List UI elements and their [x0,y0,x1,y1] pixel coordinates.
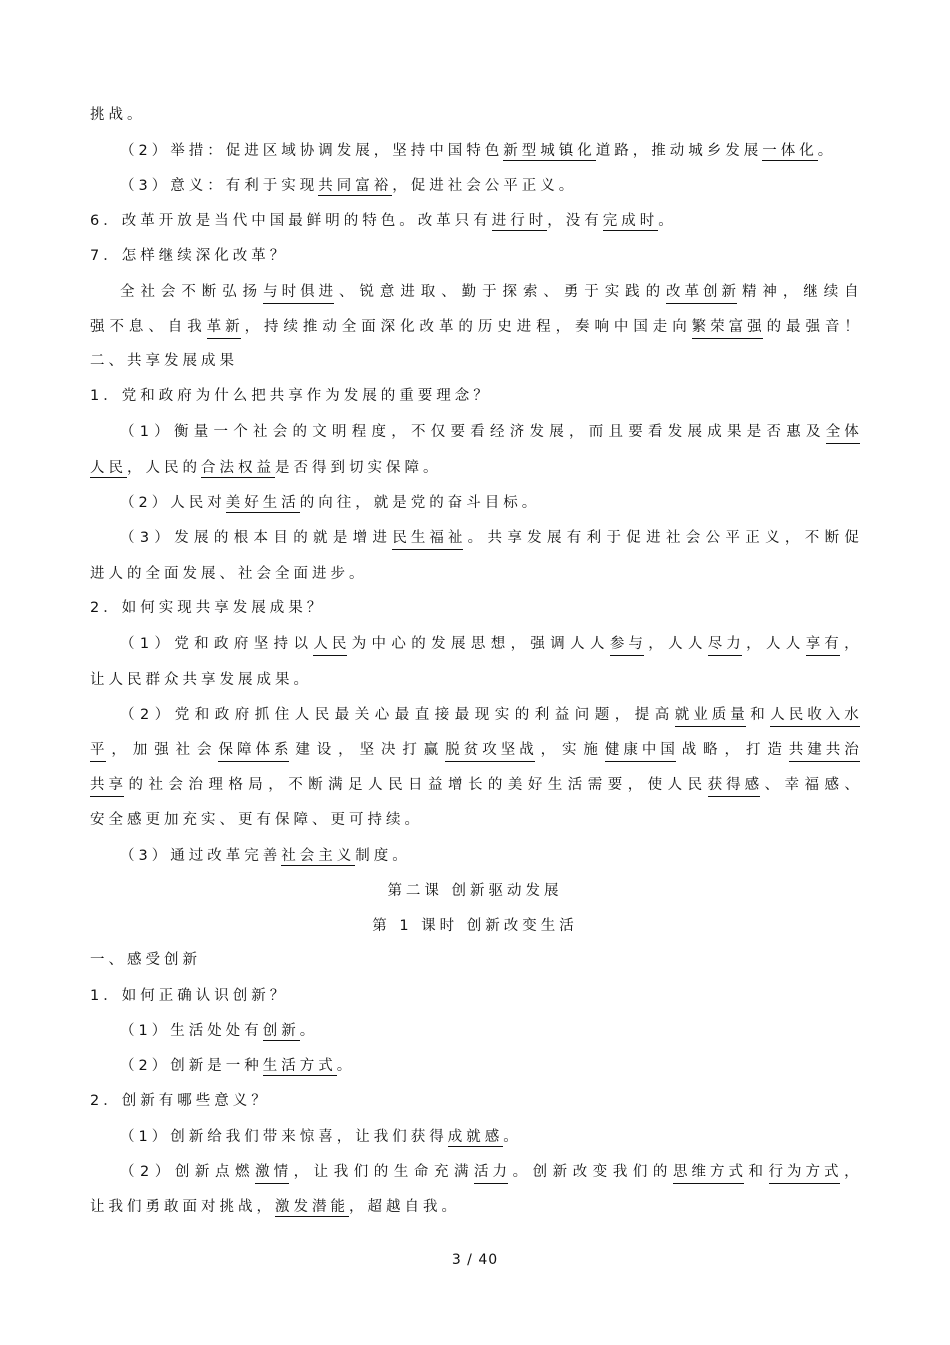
answer-blank: 脱 贫 攻 坚 战 [445,740,535,762]
answer-blank: 获 得 感 [708,775,761,797]
line-text: （3）意义：有利于实现 [120,178,319,194]
line-text: 1．党和政府为什么把共享作为发展的重要理念？ [90,388,492,404]
line-text: （2）人民对 [120,495,226,511]
text-line [90,458,442,478]
text-line [120,846,411,866]
text-line: （ 1 ） 衡 量 一 个 社 会 的 文 明 程 度 ， 不 仅 要 看 经 济 发 展 ， 而 且 要 看 发 展 成 果 是 否 惠 及 全 体 [120,422,860,444]
text-line [90,1197,460,1217]
text-line [120,141,836,161]
line-text: 一、感受创新 [90,952,201,968]
text-line: 平 ， 加 强 社 会 保 障 体 系 建 设 ， 坚 决 打 赢 脱 贫 攻 坚 战 ， 实 施 健 康 中 国 战 略 ， 打 造 共 建 共 治 [90,740,860,762]
answer-blank: 思 维 方 式 [673,1162,744,1184]
text-line [90,950,201,970]
answer-blank: 社会主义 [281,848,356,864]
text-line: （ 2 ） 创 新 点 燃 激 情 ， 让 我 们 的 生 命 充 满 活 力 。 创 新 改 变 我 们 的 思 维 方 式 和 行 为 方 式 ， [120,1162,860,1184]
text-line [90,598,325,618]
page-number: 3 / 40 [451,1252,499,1268]
answer-blank: 共同富裕 [318,178,393,194]
answer-blank: 激 情 [255,1162,289,1184]
text-line: 共 享 的 社 会 治 理 格 局 ， 不 断 满 足 人 民 日 益 增 长 的 美 好 生 活 需 要 ， 使 人 民 获 得 感 、 幸 福 感 、 [90,775,860,797]
line-text: 6．改革开放是当代中国最鲜明的特色。改革只有 [90,213,492,229]
answer-blank: 健 康 中 国 [605,740,676,762]
line-text: 道路，推动城乡发展 [595,143,763,159]
text-line [90,564,368,584]
line-text: （1）生活处处有 [120,1023,263,1039]
text-line [90,351,238,371]
answer-blank: 行 为 方 式 [769,1162,840,1184]
line-text: 第 1 课时 创新改变生活 [372,918,578,934]
answer-blank: 尽 力 [708,634,742,656]
line-text: 。 [817,143,837,159]
line-text: （3）通过改革完善 [120,848,282,864]
line-text: 的向往，就是党的奋斗目标。 [299,495,541,511]
section-heading [0,916,950,936]
answer-blank: 共 享 [90,775,124,797]
line-text: 制度。 [355,848,411,864]
answer-blank: 人民 [90,460,127,476]
text-line: 强 不 息 、 自 我 革 新 ， 持 续 推 动 全 面 深 化 改 革 的 历 史 进 程 ， 奏 响 中 国 走 向 繁 荣 富 强 的 最 强 音 ！ [90,317,860,339]
answer-blank: 参 与 [610,634,644,656]
line-text: 2．创新有哪些意义？ [90,1093,270,1109]
answer-blank: 成就感 [447,1129,504,1145]
line-text: 1．如何正确认识创新？ [90,988,289,1004]
answer-blank: 共 建 共 治 [789,740,860,762]
answer-blank: 与 时 俱 进 [263,282,334,304]
text-line: （ 3 ） 发 展 的 根 本 目 的 就 是 增 进 民 生 福 祉 。 共 享 发 展 有 利 于 促 进 社 会 公 平 正 义 ， 不 断 促 [120,528,860,550]
line-text: 安全感更加充实、更有保障、更可持续。 [90,812,423,828]
line-text: 。 [336,1058,356,1074]
answer-blank: 完成时 [602,213,659,229]
line-text: ，促进社会公平正义。 [392,178,578,194]
answer-blank: 享 有 [806,634,840,656]
text-line [120,1056,355,1076]
answer-blank: 全 体 [826,422,860,444]
line-text: 进人的全面发展、社会全面进步。 [90,566,368,582]
answer-blank: 保 障 体 系 [218,740,289,762]
answer-blank: 革 新 [207,317,241,339]
answer-blank: 进行时 [491,213,548,229]
line-text: 。 [503,1129,522,1145]
text-line [120,493,540,513]
text-line [120,1021,318,1041]
answer-blank: 人 民 收 入 水 [770,705,860,727]
answer-blank: 人 民 [313,634,347,656]
answer-blank: 美好生活 [225,495,300,511]
text-line [90,670,312,690]
line-text: 让我们勇敢面对挑战， [90,1199,275,1215]
line-text: （2）创新是一种 [120,1058,263,1074]
answer-blank: 创新 [262,1023,300,1039]
text-line [120,1127,522,1147]
line-text: ，没有 [547,213,603,229]
text-line [90,1091,270,1111]
answer-blank: 新型城镇化 [503,143,596,159]
answer-blank: 一体化 [762,143,818,159]
line-text: 。 [658,213,677,229]
line-text: 第二课 创新驱动发展 [387,883,563,899]
line-text: （1）创新给我们带来惊喜，让我们获得 [120,1129,448,1145]
line-text: 让人民群众共享发展成果。 [90,672,312,688]
text-line [90,246,288,266]
text-line: 全 社 会 不 断 弘 扬 与 时 俱 进 、 锐 意 进 取 、 勤 于 探 索 、 勇 于 实 践 的 改 革 创 新 精 神 ， 继 续 自 [120,282,860,304]
line-text: 是否得到切实保障。 [275,460,442,476]
line-text: ，超越自我。 [349,1199,460,1215]
text-line [90,986,288,1006]
text-line [90,211,677,231]
line-text: 2．如何实现共享发展成果？ [90,600,326,616]
text-line: （ 2 ） 党 和 政 府 抓 住 人 民 最 关 心 最 直 接 最 现 实 的 利 益 问 题 ， 提 高 就 业 质 量 和 人 民 收 入 水 [120,705,860,727]
answer-blank: 激发潜能 [275,1199,349,1215]
answer-blank: 合法权益 [201,460,275,476]
answer-blank: 改 革 创 新 [666,282,737,304]
answer-blank: 就 业 质 量 [675,705,746,727]
line-text: ，人民的 [127,460,201,476]
answer-blank: 生活方式 [262,1058,337,1074]
text-line: （ 1 ） 党 和 政 府 坚 持 以 人 民 为 中 心 的 发 展 思 想 ， 强 调 人 人 参 与 ， 人 人 尽 力 ， 人 人 享 有 ， [120,634,860,656]
answer-blank: 平 [90,740,106,762]
section-heading [0,881,950,901]
answer-blank: 活 力 [474,1162,508,1184]
line-text: 挑战。 [90,107,146,123]
text-line [90,810,423,830]
line-text: 二、共享发展成果 [90,353,238,369]
text-line [90,105,146,125]
text-line [90,386,492,406]
line-text: 。 [299,1023,319,1039]
answer-blank: 繁 荣 富 强 [692,317,763,339]
line-text: 7．怎样继续深化改革？ [90,248,289,264]
answer-blank: 民 生 福 祉 [392,528,463,550]
line-text: （2）举措：促进区域协调发展，坚持中国特色 [120,143,504,159]
text-line [120,176,577,196]
